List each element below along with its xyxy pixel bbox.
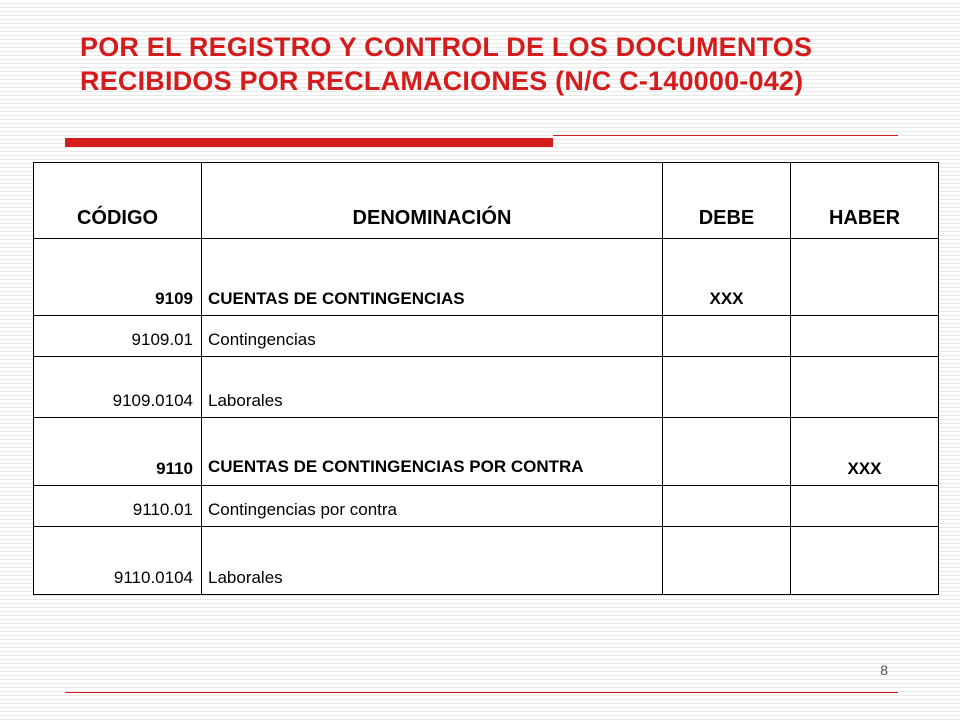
table-row	[34, 316, 939, 357]
account-name: Laborales	[202, 527, 663, 595]
table-row	[34, 486, 939, 527]
slide-title-line-1: POR EL REGISTRO Y CONTROL DE LOS DOCUMENTOS	[80, 32, 813, 62]
account-name: Contingencias por contra	[202, 486, 663, 527]
credit-amount: XXX	[791, 418, 939, 486]
slide-title	[80, 30, 940, 98]
header-credit: HABER	[791, 163, 939, 239]
account-name: Laborales	[202, 357, 663, 418]
table-header-row	[34, 163, 939, 239]
debit-amount	[663, 527, 791, 595]
account-code: 9110.01	[34, 486, 202, 527]
account-name: CUENTAS DE CONTINGENCIAS POR CONTRA	[202, 418, 663, 486]
debit-amount	[663, 357, 791, 418]
account-code: 9109.01	[34, 316, 202, 357]
accounting-entry-table	[33, 162, 939, 595]
account-code: 9109.0104	[34, 357, 202, 418]
debit-amount	[663, 316, 791, 357]
account-code: 9109	[34, 239, 202, 316]
account-name: Contingencias	[202, 316, 663, 357]
account-code: 9110.0104	[34, 527, 202, 595]
table-row	[34, 239, 939, 316]
page-number: 8	[880, 662, 888, 678]
credit-amount	[791, 527, 939, 595]
debit-amount	[663, 418, 791, 486]
credit-amount	[791, 239, 939, 316]
account-code: 9110	[34, 418, 202, 486]
title-underline-thick	[65, 138, 553, 147]
header-code: CÓDIGO	[34, 163, 202, 239]
credit-amount	[791, 357, 939, 418]
table-row	[34, 418, 939, 486]
debit-amount: XXX	[663, 239, 791, 316]
credit-amount	[791, 486, 939, 527]
table-row	[34, 527, 939, 595]
footer-rule	[65, 692, 898, 693]
header-debit: DEBE	[663, 163, 791, 239]
debit-amount	[663, 486, 791, 527]
credit-amount	[791, 316, 939, 357]
account-name: CUENTAS DE CONTINGENCIAS	[202, 239, 663, 316]
table-row	[34, 357, 939, 418]
slide-title-line-2: RECIBIDOS POR RECLAMACIONES (N/C C-140000-042)	[80, 66, 804, 96]
title-underline-thin	[553, 135, 898, 136]
header-denomination: DENOMINACIÓN	[202, 163, 663, 239]
